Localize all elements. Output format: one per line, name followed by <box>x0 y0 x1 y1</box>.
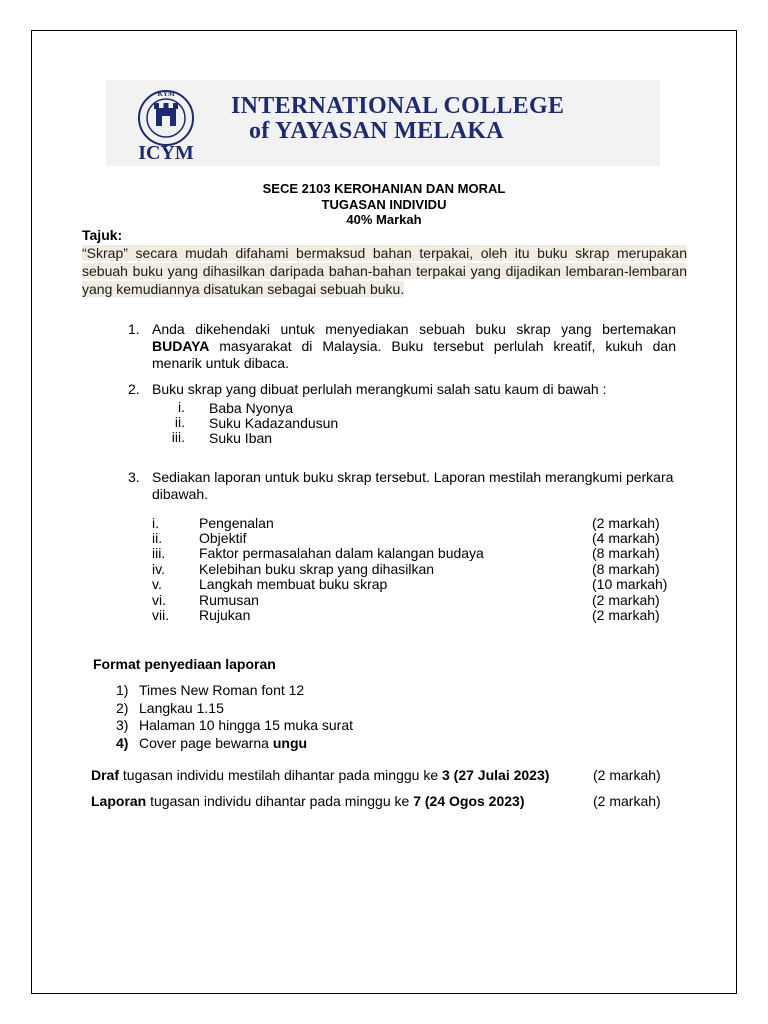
report-item-label: Langkah membuat buku skrap <box>199 576 388 592</box>
format-heading: Format penyediaan laporan <box>93 656 276 672</box>
report-item-label: Objektif <box>199 530 247 546</box>
report-item-num: v. <box>152 576 162 592</box>
format-item-text: Times New Roman font 12 <box>139 682 305 698</box>
format-item-text <box>139 735 307 752</box>
report-item-num: vii. <box>152 607 170 623</box>
submission-laporan-date: 7 (24 Ogos 2023) <box>413 793 525 809</box>
submission-laporan-text: tugasan individu dihantar pada minggu ke <box>146 793 414 809</box>
q2-number: 2. <box>128 381 140 397</box>
report-item-num: i. <box>152 515 159 531</box>
q3-number: 3. <box>128 469 140 485</box>
report-item-num: iii. <box>152 545 166 561</box>
q3-line-2: dibawah. <box>152 486 209 502</box>
q1-line-1: Anda dikehendaki untuk menyediakan sebuah buku skrap yang bertemakan <box>152 321 676 337</box>
report-item-label: Rujukan <box>199 607 251 623</box>
q1-line-3: menarik untuk dibaca. <box>152 355 289 371</box>
format-item-num: 3) <box>116 717 129 733</box>
report-item-marks: (8 markah) <box>592 545 660 561</box>
format-item4-text: Cover page bewarna <box>139 735 273 751</box>
assignment-title: TUGASAN INDIVIDU <box>321 197 447 212</box>
svg-text:KYM: KYM <box>157 90 175 98</box>
tajuk-line-1: “Skrap” secara mudah difahami bermaksud bahan terpakai, oleh itu buku skrap merupakan <box>82 245 687 261</box>
tajuk-line-3: yang kemudiannya disatukan sebagai sebuah buku. <box>82 281 405 297</box>
report-item-marks: (2 markah) <box>592 515 660 531</box>
format-item-num: 2) <box>116 700 129 716</box>
q2-option-label: Baba Nyonya <box>209 400 294 416</box>
report-item-num: ii. <box>152 530 163 546</box>
q1-line-2: masyarakat di Malaysia. Buku tersebut perlulah kreatif, kukuh dan <box>209 338 676 354</box>
report-item-num: vi. <box>152 592 166 608</box>
submission-draf-text: tugasan individu mestilah dihantar pada minggu ke <box>119 767 442 783</box>
report-item <box>0 608 768 624</box>
q2-option-num: ii. <box>174 414 185 430</box>
submission-draf-marks: (2 markah) <box>593 767 661 783</box>
college-name <box>231 94 564 144</box>
report-item-label: Pengenalan <box>199 515 274 531</box>
college-name-line1: INTERNATIONAL COLLEGE <box>231 93 565 119</box>
report-item <box>0 577 768 593</box>
report-item <box>0 546 768 562</box>
tajuk-line-2: sebuah buku yang dihasilkan daripada bahan-bahan terpakai yang dijadikan lembaran-lembaran <box>82 263 687 279</box>
q1-number: 1. <box>128 321 140 337</box>
report-item-num: iv. <box>152 561 165 577</box>
q2-option-num: iii. <box>171 429 185 445</box>
q2-text: Buku skrap yang dibuat perlulah merangkumi salah satu kaum di bawah : <box>152 381 607 397</box>
submission-laporan <box>91 793 524 810</box>
format-item-num: 1) <box>116 682 129 698</box>
college-banner <box>106 80 660 166</box>
college-name-line2: of YAYASAN MELAKA <box>249 118 504 144</box>
report-item-label: Kelebihan buku skrap yang dihasilkan <box>199 561 435 577</box>
weight-title: 40% Markah <box>346 212 422 227</box>
course-title: SECE 2103 KEROHANIAN DAN MORAL <box>262 181 506 196</box>
submission-laporan-label: Laporan <box>91 793 147 809</box>
format-item-num: 4) <box>116 735 129 751</box>
report-item-label: Faktor permasalahan dalam kalangan budaya <box>199 545 484 561</box>
report-item-marks: (8 markah) <box>592 561 660 577</box>
format-item4-ungu: ungu <box>272 735 308 751</box>
q2-option-label: Suku Iban <box>209 430 273 446</box>
q2-option-num: i. <box>178 399 185 415</box>
page-border <box>31 30 737 994</box>
format-item-text: Langkau 1.15 <box>139 700 224 716</box>
report-item-marks: (10 markah) <box>592 576 668 592</box>
submission-draf-date: 3 (27 Julai 2023) <box>442 767 550 783</box>
q1-text <box>152 321 676 372</box>
q1-budaya: BUDAYA <box>152 338 210 354</box>
submission-laporan-marks: (2 markah) <box>593 793 661 809</box>
format-item-text: Halaman 10 hingga 15 muka surat <box>139 717 354 733</box>
q2-option-label: Suku Kadazandusun <box>209 415 339 431</box>
tajuk-label: Tajuk: <box>82 227 123 243</box>
submission-draf <box>91 767 549 784</box>
report-item-label: Rumusan <box>199 592 259 608</box>
logo-text: ICYM <box>138 142 194 162</box>
submission-draf-label: Draf <box>91 767 120 783</box>
tajuk-paragraph <box>82 244 687 298</box>
report-item-marks: (2 markah) <box>592 607 660 623</box>
college-logo <box>116 86 216 162</box>
report-item-marks: (2 markah) <box>592 592 660 608</box>
report-item-marks: (4 markah) <box>592 530 660 546</box>
q3-line-1: Sediakan laporan untuk buku skrap tersebut. Laporan mestilah merangkumi perkara <box>152 469 674 485</box>
